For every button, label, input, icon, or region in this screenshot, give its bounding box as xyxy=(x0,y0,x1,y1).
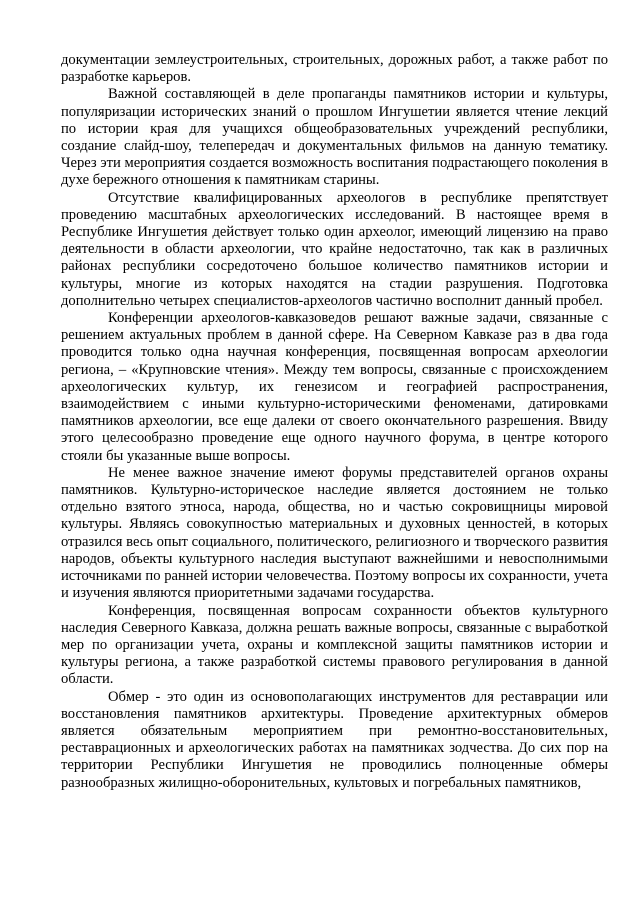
paragraph-archaeologists: Отсутствие квалифицированных археологов в республике препятствует проведению масштабных археологических исследований. В настоящее время в Республике Ингушетия действует только один археолог, имеющий лицензию на право деятельности в области археологии, что крайне недостаточно, так как в различных районах республики сосредоточено большое количество памятников истории и культуры, многие из которых находятся на стадии разрушения. Подготовка дополнительно четырех специалистов-археологов частично восполнит данный пробел. xyxy=(61,189,608,309)
paragraph-conferences: Конференции археологов-кавказоведов решают важные задачи, связанные с решением актуальных проблем в данной сфере. На Северном Кавказе раз в два года проводится только одна научная конференция, посвященная вопросам археологии региона, – «Крупновские чтения». Между тем вопросы, связанные с происхождением археологических культур, их генезисом и географией распространения, взаимодействием с иными культурно-историческими феноменами, датировками памятников археологии, все еще далеки от своего окончательного разрешения. Ввиду этого целесообразно проведение еще одного научного форума, в центре которого стояли бы указанные выше вопросы. xyxy=(61,310,608,464)
paragraph-lectures: Важной составляющей в деле пропаганды памятников истории и культуры, популяризации исторических знаний о прошлом Ингушетии является чтение лекций по истории края для учащихся общеобразовательных учреждений республики, создание слайд-шоу, телепередач и документальных фильмов на данную тематику. Через эти мероприятия создается возможность воспитания подрастающего поколения в духе бережного отношения к памятникам старины. xyxy=(61,86,608,189)
paragraph-continuation: документации землеустроительных, строительных, дорожных работ, а также работ по разработке карьеров. xyxy=(61,52,608,86)
paragraph-measurement: Обмер - это один из основополагающих инструментов для реставрации или восстановления памятников архитектуры. Проведение архитектурных обмеров является обязательным мероприятием при ремонтно-восстановительных, реставрационных и археологических работах на памятниках зодчества. До сих пор на территории Республики Ингушетия не проводились полноценные обмеры разнообразных жилищно-оборонительных, культовых и погребальных памятников, xyxy=(61,688,608,791)
paragraph-heritage-conference: Конференция, посвященная вопросам сохранности объектов культурного наследия Северного Кавказа, должна решать важные вопросы, связанные с выработкой мер по организации учета, охраны и комплексной защиты памятников истории и культуры региона, а также разработкой системы правового регулирования в данной области. xyxy=(61,602,608,688)
paragraph-forums: Не менее важное значение имеют форумы представителей органов охраны памятников. Культурно-историческое наследие является достоянием не только отдельно взятого этноса, народа, общества, но и частью сокровищницы мировой культуры. Являясь совокупностью материальных и духовных ценностей, в которых отразился весь опыт социального, политического, религиозного и творческого развития народов, объекты культурного наследия выступают важнейшими и невосполнимыми источниками по ранней истории человечества. Поэтому вопросы их сохранности, учета и изучения являются приоритетными задачами государства. xyxy=(61,464,608,602)
